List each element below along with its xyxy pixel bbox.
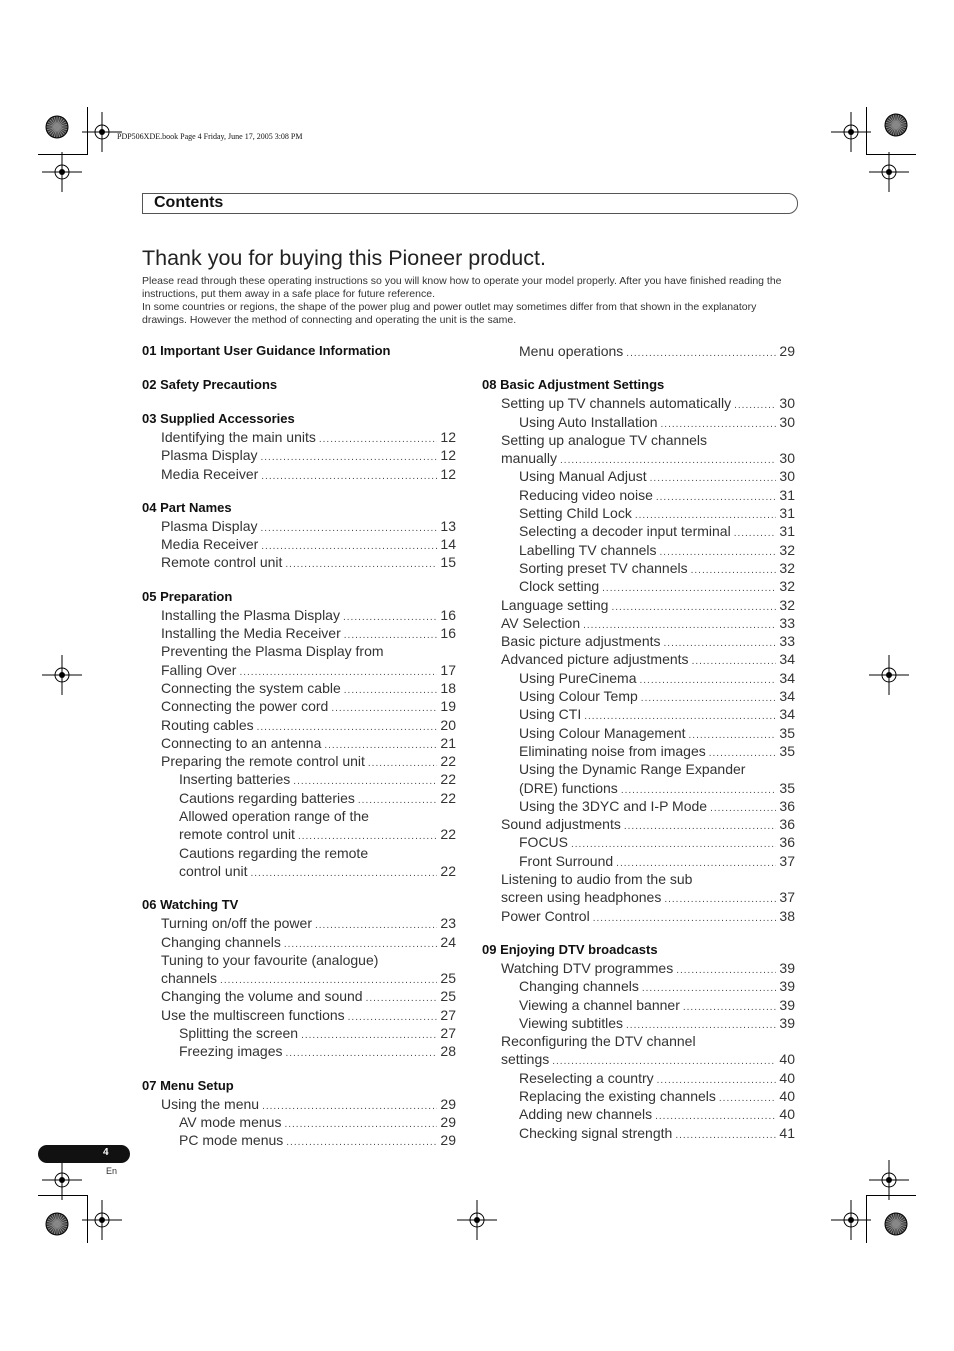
dot-leader <box>261 538 437 556</box>
toc-entry <box>482 1069 795 1087</box>
toc-entry-label: Using Auto Installation <box>519 413 658 430</box>
toc-entry-label: Using the menu <box>161 1095 260 1112</box>
toc-entry-label: Language setting <box>501 596 609 613</box>
toc-entry <box>482 687 795 705</box>
toc-entry-label: Turning on/off the power <box>161 915 312 932</box>
toc-entry-label: Advanced picture adjustments <box>501 651 689 668</box>
toc-entry-label: Preparing the remote control unit <box>161 753 365 770</box>
toc-entry-page: 30 <box>779 468 795 485</box>
dot-leader <box>655 1108 776 1126</box>
page-number-badge <box>38 1145 130 1163</box>
toc-entry-label: Connecting to an antenna <box>161 734 322 751</box>
toc-entry-label: Basic picture adjustments <box>501 633 661 650</box>
toc-entry-page: 23 <box>440 915 456 932</box>
toc-entry-label: Menu operations <box>519 343 624 359</box>
toc-entry-label: Routing cables <box>161 716 254 733</box>
dot-leader <box>675 1127 776 1145</box>
toc-entry-page: 37 <box>779 852 795 869</box>
toc-entry <box>482 959 795 977</box>
toc-entry <box>142 1113 456 1131</box>
toc-entry-page: 17 <box>440 661 456 678</box>
toc-entry-label: Viewing subtitles <box>519 1014 624 1031</box>
toc-entry-label: Eliminating noise from images <box>519 742 706 759</box>
toc-entry-page: 40 <box>779 1087 795 1104</box>
toc-section-heading: 01 Important User Guidance Information <box>142 343 391 358</box>
toc-entry-label: AV mode menus <box>179 1113 282 1130</box>
toc-entry-page: 25 <box>440 970 456 987</box>
dot-leader <box>691 562 777 580</box>
toc-entry-page: 35 <box>779 779 795 796</box>
toc-entry <box>482 1014 795 1032</box>
toc-entry-label: Selecting a decoder input terminal <box>519 523 731 540</box>
dot-leader <box>692 653 777 671</box>
toc-entry-label: Sorting preset TV channels <box>519 559 688 576</box>
dot-leader <box>641 690 777 708</box>
toc-entry <box>482 669 795 687</box>
toc-entry-page: 35 <box>779 742 795 759</box>
crosshair-icon <box>831 1200 871 1240</box>
toc-entry <box>482 577 795 595</box>
toc-entry-page: 32 <box>779 578 795 595</box>
toc-section-heading: 07 Menu Setup <box>142 1077 234 1093</box>
dot-leader <box>640 672 777 690</box>
toc-entry-label: Labelling TV channels <box>519 541 657 558</box>
toc-entry-page: 34 <box>779 688 795 705</box>
crosshair-icon <box>457 1200 497 1240</box>
toc-entry <box>142 553 456 571</box>
dot-leader <box>710 800 776 818</box>
toc-entry-label: Checking signal strength <box>519 1124 673 1141</box>
crosshair-icon <box>869 152 909 192</box>
crosshair-icon <box>42 655 82 695</box>
toc-entry-page: 34 <box>779 669 795 686</box>
toc-entry-label: Replacing the existing channels <box>519 1087 716 1104</box>
toc-entry-page: 22 <box>440 789 456 806</box>
toc-entry <box>482 559 795 577</box>
toc-entry-label: Reducing video noise <box>519 486 653 503</box>
toc-entry <box>142 465 456 483</box>
toc-entry <box>142 1095 456 1113</box>
toc-entry-label: Use the multiscreen functions <box>161 1006 345 1023</box>
toc-entry-page: 25 <box>440 988 456 1005</box>
color-target-icon <box>884 1212 908 1236</box>
toc-entry <box>142 770 456 788</box>
toc-entry <box>482 486 795 504</box>
toc-entry-page: 24 <box>440 933 456 950</box>
toc-entry <box>482 1105 795 1123</box>
toc-entry-label: Media Receiver <box>161 536 259 553</box>
toc-entry-page: 39 <box>779 996 795 1013</box>
toc-entry-page: 40 <box>779 1069 795 1086</box>
toc-spacer <box>142 360 456 376</box>
toc-entry-label: Using the 3DYC and I-P Mode <box>519 797 708 814</box>
toc-entry-label: Sound adjustments <box>501 816 621 833</box>
toc-entry-page: 31 <box>779 505 795 522</box>
dot-leader <box>366 990 438 1008</box>
toc-entry <box>142 862 456 880</box>
toc-entry-page: 21 <box>440 734 456 751</box>
toc-entry-label: Listening to audio from the sub <box>501 871 693 888</box>
toc-entry <box>142 789 456 807</box>
crosshair-icon <box>82 112 122 152</box>
toc-entry-page: 22 <box>440 862 456 879</box>
toc-entry-label: Cautions regarding batteries <box>179 789 355 806</box>
toc-entry-label: Plasma Display <box>161 517 258 534</box>
toc-entry-label: screen using headphones <box>501 889 662 906</box>
dot-leader <box>368 755 438 773</box>
toc-entry-label: Plasma Display <box>161 447 258 464</box>
toc-entry <box>482 504 795 522</box>
toc-entry <box>142 1131 456 1149</box>
toc-entry <box>482 632 795 650</box>
toc-entry-label: AV Selection <box>501 614 581 631</box>
toc-entry <box>482 724 795 742</box>
toc-entry <box>482 650 795 668</box>
toc-entry-page: 32 <box>779 596 795 613</box>
color-target-icon <box>45 1212 69 1236</box>
toc-entry <box>142 1024 456 1042</box>
toc-entry-label: Media Receiver <box>161 465 259 482</box>
toc-entry-label: Viewing a channel banner <box>519 996 680 1013</box>
toc-entry-label: Setting up TV channels automatically <box>501 395 732 412</box>
intro-paragraph: In some countries or regions, the shape of the power plug and power outlet may sometimes differ from that shown in the explanatory drawings. However the method of connecting and operating the unit is the same. <box>142 301 757 326</box>
dot-leader <box>285 556 437 574</box>
dot-leader <box>261 468 437 486</box>
dot-leader <box>650 470 777 488</box>
toc-entry-page: 28 <box>440 1043 456 1060</box>
toc-entry-page: 40 <box>779 1051 795 1068</box>
section-title: Contents <box>154 194 224 211</box>
toc-entry <box>482 907 795 925</box>
crosshair-icon <box>831 112 871 152</box>
toc-left-column <box>142 342 456 1150</box>
dot-leader <box>250 865 437 883</box>
toc-entry-label: Installing the Plasma Display <box>161 606 340 623</box>
dot-leader <box>260 449 437 467</box>
toc-entry <box>482 614 795 632</box>
toc-entry-page: 30 <box>779 413 795 430</box>
dot-leader <box>719 1090 777 1108</box>
toc-entry-label: Allowed operation range of the <box>179 808 369 825</box>
toc-entry-label: FOCUS <box>519 834 568 851</box>
toc-entry-label: Installing the Media Receiver <box>161 625 341 642</box>
toc-entry-label: Adding new channels <box>519 1106 653 1123</box>
toc-entry <box>142 679 456 697</box>
dot-leader <box>348 1009 438 1027</box>
toc-entry <box>142 446 456 464</box>
file-header: PDP506XDE.book Page 4 Friday, June 17, 2005 3:08 PM <box>117 132 303 141</box>
intro-paragraph: Please read through these operating instructions so you will know how to operate your model properly. After you have finished reading the instructions, put them away in a safe place for future reference. <box>142 275 782 300</box>
dot-leader <box>286 1134 437 1152</box>
dot-leader <box>611 599 776 617</box>
toc-entry-page: 34 <box>779 706 795 723</box>
dot-leader <box>343 609 437 627</box>
toc-entry-page: 37 <box>779 889 795 906</box>
toc-entry <box>482 541 795 559</box>
toc-entry-page: 16 <box>440 625 456 642</box>
toc-entry-page: 27 <box>440 1025 456 1042</box>
dot-leader <box>656 489 777 507</box>
toc-entry-page: 30 <box>779 450 795 467</box>
toc-entry-label: Setting up analogue TV channels <box>501 431 708 448</box>
page-title: Thank you for buying this Pioneer product. <box>142 246 546 270</box>
toc-entry <box>482 705 795 723</box>
toc-entry-label: Changing channels <box>519 978 639 995</box>
toc-entry <box>482 852 795 870</box>
crosshair-icon <box>82 1200 122 1240</box>
toc-entry <box>142 1042 456 1060</box>
dot-leader <box>626 345 776 363</box>
toc-entry-page: 27 <box>440 1006 456 1023</box>
toc-entry <box>142 969 456 987</box>
dot-leader <box>358 792 438 810</box>
toc-entry-page: 12 <box>440 447 456 464</box>
dot-leader <box>602 580 776 598</box>
toc-entry-label: Reconfiguring the DTV channel <box>501 1033 696 1050</box>
toc-entry <box>482 467 795 485</box>
toc-entry <box>142 933 456 951</box>
dot-leader <box>262 1098 437 1116</box>
toc-section-heading: 05 Preparation <box>142 588 233 604</box>
toc-entry-page: 30 <box>779 395 795 412</box>
toc-entry-label: Remote control unit <box>161 554 283 571</box>
toc-entry-label: Reselecting a country <box>519 1069 654 1086</box>
toc-entry <box>142 825 456 843</box>
dot-leader <box>593 910 777 928</box>
dot-leader <box>286 1045 438 1063</box>
toc-entry-label: channels <box>161 970 218 987</box>
toc-entry-label: Power Control <box>501 907 590 924</box>
toc-entry-page: 13 <box>440 517 456 534</box>
toc-entry-page: 33 <box>779 614 795 631</box>
toc-section-heading: 06 Watching TV <box>142 897 239 913</box>
toc-entry <box>142 535 456 553</box>
toc-entry-page: 20 <box>440 716 456 733</box>
toc-entry-page: 33 <box>779 633 795 650</box>
toc-entry-label: Using Colour Management <box>519 724 686 741</box>
toc-entry-label: Falling Over <box>161 661 237 678</box>
toc-entry-page: 36 <box>779 834 795 851</box>
toc-entry <box>482 888 795 906</box>
toc-entry <box>482 413 795 431</box>
dot-leader <box>683 999 777 1017</box>
dot-leader <box>284 1116 437 1134</box>
toc-entry-page: 29 <box>440 1113 456 1130</box>
toc-entry <box>482 996 795 1014</box>
dot-leader <box>676 962 776 980</box>
toc-entry-page: 16 <box>440 606 456 623</box>
toc-entry <box>482 833 795 851</box>
toc-right-column <box>482 342 795 1142</box>
toc-entry-label: Using Manual Adjust <box>519 468 647 485</box>
toc-entry <box>482 977 795 995</box>
dot-leader <box>315 917 437 935</box>
toc-entry-label: Connecting the system cable <box>161 679 341 696</box>
toc-entry-page: 29 <box>440 1132 456 1149</box>
toc-entry-label: Using CTI <box>519 706 582 723</box>
toc-entry-page: 18 <box>440 679 456 696</box>
toc-entry <box>142 1006 456 1024</box>
toc-entry-label: Front Surround <box>519 852 614 869</box>
toc-entry <box>142 661 456 679</box>
dot-leader <box>331 700 437 718</box>
toc-entry-page: 29 <box>440 1095 456 1112</box>
dot-leader <box>734 397 776 415</box>
toc-entry-page: 14 <box>440 536 456 553</box>
toc-entry-page: 36 <box>779 797 795 814</box>
page-number: 4 <box>103 1147 109 1158</box>
toc-entry <box>482 797 795 815</box>
toc-entry <box>142 716 456 734</box>
dot-leader <box>301 1027 437 1045</box>
toc-entry-label: Setting Child Lock <box>519 505 632 522</box>
color-target-icon <box>884 113 908 137</box>
toc-entry-page: 39 <box>779 978 795 995</box>
toc-entry-label: Using the Dynamic Range Expander <box>519 761 746 778</box>
toc-spacer <box>142 394 456 410</box>
toc-entry <box>142 697 456 715</box>
toc-entry-page: 38 <box>779 907 795 924</box>
toc-entry <box>142 987 456 1005</box>
toc-entry-page: 31 <box>779 523 795 540</box>
contents-header-bar <box>142 193 798 214</box>
toc-entry-label: Splitting the screen <box>179 1025 299 1042</box>
toc-entry-page: 39 <box>779 1014 795 1031</box>
toc-entry-label: Changing the volume and sound <box>161 988 363 1005</box>
toc-entry-page: 32 <box>779 559 795 576</box>
toc-entry-label: Preventing the Plasma Display from <box>161 643 384 660</box>
toc-entry-page: 12 <box>440 465 456 482</box>
dot-leader <box>260 520 437 538</box>
toc-entry-label: Using PureCinema <box>519 669 637 686</box>
toc-entry-label: manually <box>501 450 558 467</box>
toc-entry <box>482 596 795 614</box>
toc-entry-label: Tuning to your favourite (analogue) <box>161 951 379 968</box>
toc-section-heading: 04 Part Names <box>142 499 232 515</box>
toc-entry <box>142 914 456 932</box>
crosshair-icon <box>869 655 909 695</box>
toc-entry-page: 22 <box>440 771 456 788</box>
toc-entry-page: 15 <box>440 554 456 571</box>
toc-entry-page: 22 <box>440 826 456 843</box>
toc-entry <box>482 815 795 833</box>
toc-entry-page: 40 <box>779 1106 795 1123</box>
toc-entry <box>482 1124 795 1142</box>
toc-entry-label: Watching DTV programmes <box>501 959 674 976</box>
crosshair-icon <box>869 1160 909 1200</box>
toc-entry-label: Using Colour Temp <box>519 688 638 705</box>
toc-entry <box>482 342 795 360</box>
toc-entry-label: Connecting the power cord <box>161 698 329 715</box>
toc-section-heading: 09 Enjoying DTV broadcasts <box>482 941 658 957</box>
toc-entry <box>142 606 456 624</box>
toc-entry-label: PC mode menus <box>179 1132 284 1149</box>
toc-entry-label: Changing channels <box>161 933 281 950</box>
toc-entry <box>482 449 795 467</box>
intro-text <box>142 275 802 327</box>
toc-entry-label: Inserting batteries <box>179 771 291 788</box>
crosshair-icon <box>42 152 82 192</box>
toc-entry-page: 19 <box>440 698 456 715</box>
toc-entry <box>482 394 795 412</box>
toc-entry <box>142 428 456 446</box>
toc-entry-page: 41 <box>779 1124 795 1141</box>
toc-entry-label: Clock setting <box>519 578 600 595</box>
toc-entry-label: Cautions regarding the remote <box>179 844 369 861</box>
toc-entry-page: 32 <box>779 541 795 558</box>
toc-entry-page: 12 <box>440 429 456 445</box>
toc-entry <box>482 1087 795 1105</box>
toc-entry <box>142 752 456 770</box>
dot-leader <box>344 682 438 700</box>
toc-entry-page: 36 <box>779 816 795 833</box>
toc-entry-page: 29 <box>779 343 795 359</box>
toc-entry <box>482 1050 795 1068</box>
toc-entry-label: (DRE) functions <box>519 779 618 796</box>
dot-leader <box>319 431 438 449</box>
toc-entry-page: 39 <box>779 959 795 976</box>
dot-leader <box>734 525 777 543</box>
toc-entry <box>482 522 795 540</box>
toc-entry-label: settings <box>501 1051 550 1068</box>
toc-entry-page: 22 <box>440 753 456 770</box>
toc-entry-label: Freezing images <box>179 1043 283 1060</box>
toc-entry <box>142 517 456 535</box>
toc-entry-label: Identifying the main units <box>161 429 316 445</box>
toc-entry-label: remote control unit <box>179 826 295 843</box>
dot-leader <box>624 818 777 836</box>
toc-entry-page: 35 <box>779 724 795 741</box>
dot-leader <box>664 891 776 909</box>
toc-entry-page: 34 <box>779 651 795 668</box>
toc-entry <box>482 779 795 797</box>
language-code: En <box>106 1166 118 1176</box>
toc-entry <box>482 742 795 760</box>
toc-section-heading: 02 Safety Precautions <box>142 377 278 392</box>
toc-section-heading: 03 Supplied Accessories <box>142 411 295 426</box>
toc-entry <box>142 734 456 752</box>
crosshair-icon <box>42 1160 82 1200</box>
toc-entry-page: 31 <box>779 486 795 503</box>
toc-entry <box>142 624 456 642</box>
color-target-icon <box>45 115 69 139</box>
toc-section-heading: 08 Basic Adjustment Settings <box>482 377 665 393</box>
toc-entry-label: control unit <box>179 862 248 879</box>
